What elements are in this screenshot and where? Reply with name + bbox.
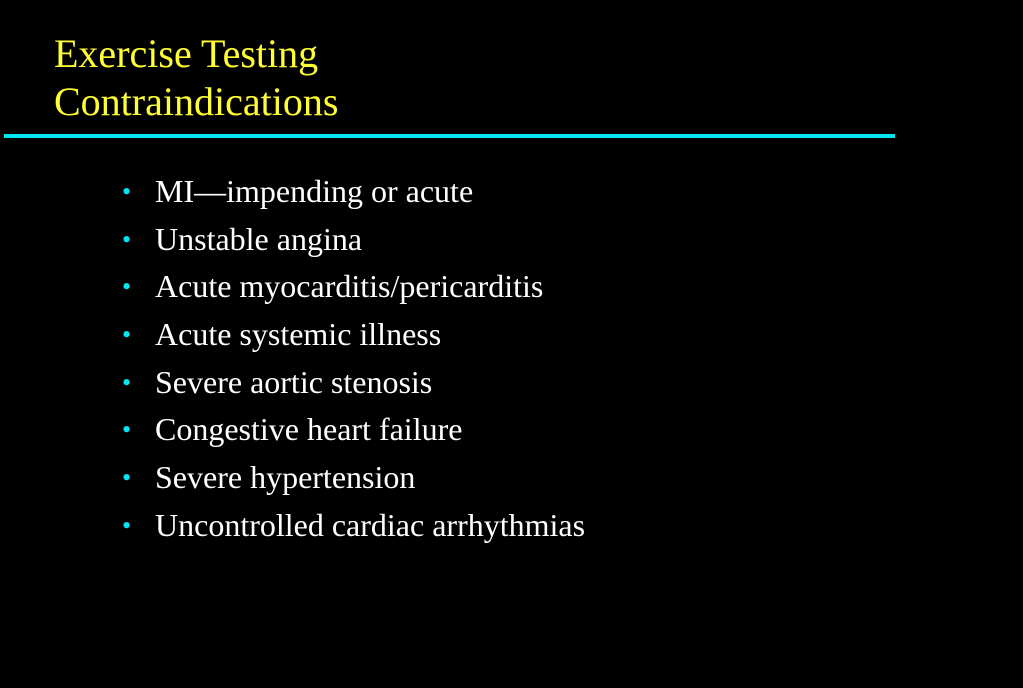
list-item [122,171,585,219]
list-item-text: Uncontrolled cardiac arrhythmias [155,506,586,543]
list-item [122,314,585,362]
bullet-icon: • [122,367,132,397]
list-item-text: Severe aortic stenosis [155,363,433,400]
bullet-list [122,171,585,553]
slide-title-line-2: Contraindications [54,79,339,124]
slide-title [54,30,338,126]
list-item [122,219,585,267]
slide-title-line-1: Exercise Testing [54,31,319,76]
list-item [122,457,585,505]
bullet-icon: • [122,510,132,540]
bullet-icon: • [122,415,132,445]
list-item-text: Acute systemic illness [155,316,442,353]
list-item-text: Severe hypertension [155,459,416,496]
list-item [122,505,585,553]
list-item-text: MI—impending or acute [155,173,474,209]
list-item [122,409,585,457]
list-item [122,266,585,314]
bullet-icon: • [122,463,132,493]
list-item-text: Congestive heart failure [155,411,463,448]
bullet-icon: • [122,272,132,302]
bullet-icon: • [122,320,132,350]
list-item-text: Unstable angina [155,220,363,257]
bullet-icon: • [122,224,132,254]
list-item-text: Acute myocarditis/pericarditis [155,268,544,305]
list-item [122,362,585,410]
title-divider [4,134,895,138]
bullet-icon: • [122,177,132,206]
